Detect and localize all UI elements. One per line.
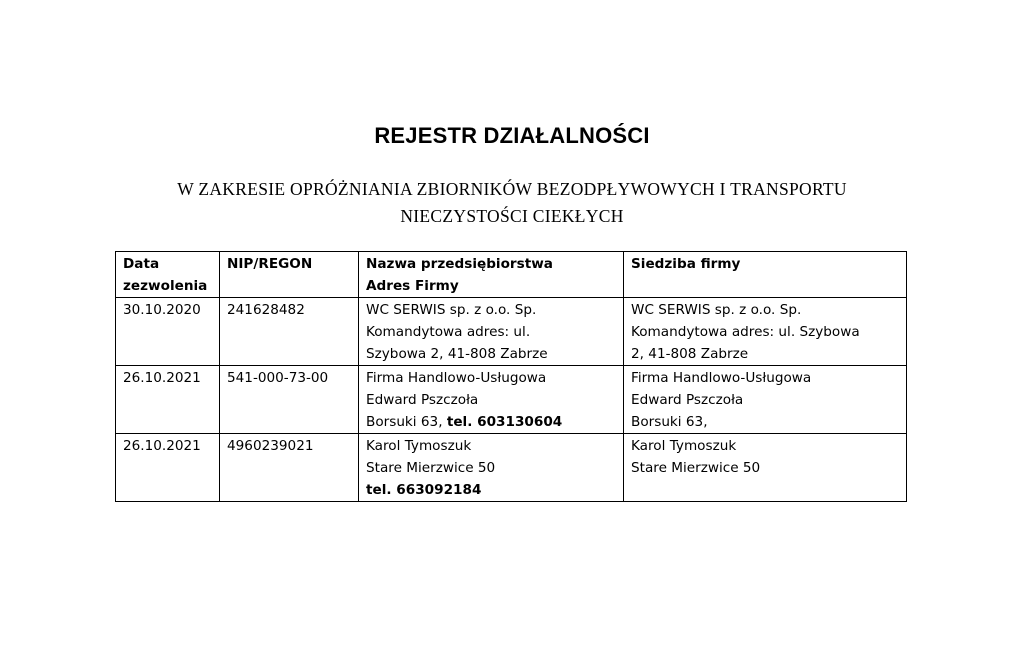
company-name-text: Firma Handlowo-Usługowa Edward Pszczoła Borsuki 63, bbox=[366, 370, 547, 430]
header-company-seat: Siedziba firmy bbox=[624, 252, 907, 298]
header-company-name: Nazwa przedsiębiorstwa Adres Firmy bbox=[359, 252, 624, 298]
table-row bbox=[116, 434, 907, 502]
cell-company-seat: Karol Tymoszuk Stare Mierzwice 50 bbox=[624, 434, 907, 502]
cell-date: 26.10.2021 bbox=[116, 366, 220, 434]
document-title: REJESTR DZIAŁALNOŚCI bbox=[374, 123, 650, 148]
table-row bbox=[116, 298, 907, 366]
cell-date: 30.10.2020 bbox=[116, 298, 220, 366]
subtitle-line-2: NIECZYSTOŚCI CIEKŁYCH bbox=[400, 206, 624, 226]
table-header-row bbox=[116, 252, 907, 298]
company-name-text: Karol Tymoszuk Stare Mierzwice 50 bbox=[366, 438, 496, 476]
cell-company-seat: Firma Handlowo-Usługowa Edward Pszczoła Borsuki 63, bbox=[624, 366, 907, 434]
phone-number: tel. 663092184 bbox=[366, 482, 482, 498]
cell-company-name bbox=[359, 434, 624, 502]
phone-number: tel. 603130604 bbox=[446, 414, 563, 430]
header-date: Data zezwolenia bbox=[116, 252, 220, 298]
table-row bbox=[116, 366, 907, 434]
subtitle-line-1: W ZAKRESIE OPRÓŻNIANIA ZBIORNIKÓW BEZODPŁYWOWYCH I TRANSPORTU bbox=[177, 179, 847, 199]
cell-date: 26.10.2021 bbox=[116, 434, 220, 502]
cell-company-name bbox=[359, 366, 624, 434]
register-table bbox=[115, 251, 907, 502]
document-subtitle bbox=[0, 176, 1024, 230]
cell-company-name: WC SERWIS sp. z o.o. Sp. Komandytowa adres: ul. Szybowa 2, 41-808 Zabrze bbox=[359, 298, 624, 366]
cell-nip: 541-000-73-00 bbox=[220, 366, 359, 434]
cell-nip: 4960239021 bbox=[220, 434, 359, 502]
cell-company-seat: WC SERWIS sp. z o.o. Sp. Komandytowa adres: ul. Szybowa 2, 41-808 Zabrze bbox=[624, 298, 907, 366]
header-nip-regon: NIP/REGON bbox=[220, 252, 359, 298]
cell-nip: 241628482 bbox=[220, 298, 359, 366]
